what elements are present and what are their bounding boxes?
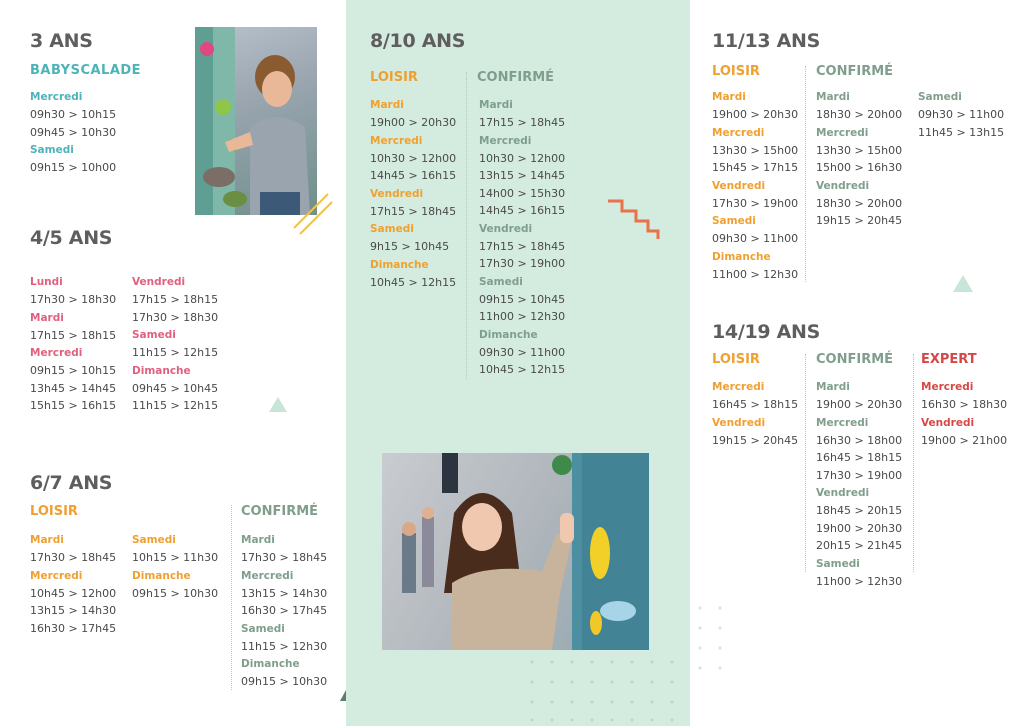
time-slot: 10h45 > 12h15 bbox=[479, 363, 566, 376]
time-slot: 17h30 > 18h45 bbox=[241, 551, 328, 564]
time-slot: 19h00 > 20h30 bbox=[816, 398, 903, 411]
photo-child-climbing bbox=[195, 27, 317, 215]
time-slot: 17h15 > 18h45 bbox=[479, 239, 566, 253]
column-divider bbox=[231, 505, 232, 690]
day-label: Mercredi bbox=[816, 126, 869, 139]
panel-right bbox=[690, 0, 1024, 726]
time-slot: 20h15 > 21h45 bbox=[816, 539, 903, 552]
day-label: Vendredi bbox=[712, 179, 766, 192]
day-label: Samedi bbox=[132, 534, 176, 546]
decor-zigzag-icon bbox=[608, 197, 662, 241]
time-slot: 17h15 > 18h15 bbox=[132, 293, 219, 306]
schedule-8-10-loisir bbox=[370, 96, 456, 291]
time-slot: 11h00 > 12h30 bbox=[816, 574, 903, 588]
title-6-7-ans: 6/7 ANS bbox=[30, 472, 113, 494]
day-label: Mardi bbox=[816, 381, 850, 393]
time-slot: 19h15 > 20h45 bbox=[816, 214, 903, 227]
day-label: Vendredi bbox=[816, 179, 870, 192]
title-3-ans: 3 ANS bbox=[30, 30, 93, 52]
time-slot: 10h45 > 12h15 bbox=[370, 275, 457, 289]
day-label: Vendredi bbox=[816, 487, 870, 499]
time-slot: 13h15 > 14h30 bbox=[30, 604, 117, 617]
schedule-3-ans bbox=[30, 88, 116, 177]
time-slot: 11h45 > 13h15 bbox=[918, 125, 1005, 139]
time-slot: 09h30 > 11h00 bbox=[918, 108, 1005, 121]
day-label: Mercredi bbox=[30, 569, 83, 582]
day-label: Mercredi bbox=[30, 91, 83, 103]
level-loisir: LOISIR bbox=[712, 64, 760, 79]
time-slot: 13h15 > 14h30 bbox=[241, 586, 328, 600]
time-slot: 14h45 > 16h15 bbox=[370, 169, 457, 182]
time-slot: 16h30 > 18h30 bbox=[921, 398, 1008, 411]
day-label: Mardi bbox=[30, 534, 64, 546]
time-slot: 16h30 > 17h45 bbox=[241, 604, 328, 617]
decor-dot-grid-right-icon bbox=[660, 600, 740, 726]
day-label: Vendredi bbox=[712, 416, 766, 429]
triangle-icon bbox=[269, 397, 287, 412]
day-label: Dimanche bbox=[132, 364, 191, 377]
column-divider bbox=[913, 354, 914, 572]
time-slot: 17h15 > 18h15 bbox=[30, 328, 117, 342]
time-slot: 17h30 > 18h45 bbox=[30, 551, 117, 564]
time-slot: 09h45 > 10h45 bbox=[132, 381, 219, 395]
day-label: Samedi bbox=[918, 91, 962, 103]
day-label: Mardi bbox=[712, 91, 746, 103]
level-babyscalade: BABYSCALADE bbox=[30, 63, 142, 78]
time-slot: 11h00 > 12h30 bbox=[712, 267, 799, 281]
time-slot: 18h30 > 20h00 bbox=[816, 196, 903, 210]
time-slot: 11h00 > 12h30 bbox=[479, 310, 566, 323]
day-label: Mercredi bbox=[241, 569, 294, 582]
time-slot: 10h30 > 12h00 bbox=[370, 151, 457, 165]
time-slot: 09h15 > 10h15 bbox=[30, 364, 117, 377]
time-slot: 10h30 > 12h00 bbox=[479, 151, 566, 165]
day-label: Dimanche bbox=[241, 658, 300, 670]
time-slot: 09h15 > 10h30 bbox=[132, 586, 219, 600]
schedule-8-10-confirme bbox=[479, 96, 565, 379]
level-confirme: CONFIRMÉ bbox=[816, 352, 894, 367]
schedule-11-13-confirme-2 bbox=[918, 88, 1004, 141]
time-slot: 17h30 > 19h00 bbox=[479, 257, 566, 270]
schedule-14-19-confirme bbox=[816, 378, 902, 590]
time-slot: 17h30 > 19h00 bbox=[816, 468, 903, 482]
time-slot: 09h30 > 10h15 bbox=[30, 108, 117, 121]
time-slot: 17h30 > 18h30 bbox=[30, 293, 117, 306]
level-expert: EXPERT bbox=[921, 352, 977, 367]
time-slot: 09h15 > 10h30 bbox=[241, 675, 328, 688]
day-label: Mardi bbox=[479, 99, 513, 111]
day-label: Mercredi bbox=[370, 134, 423, 147]
time-slot: 14h00 > 15h30 bbox=[479, 186, 566, 200]
day-label: Samedi bbox=[479, 275, 523, 288]
time-slot: 19h00 > 20h30 bbox=[712, 108, 799, 121]
day-label: Dimanche bbox=[370, 258, 429, 271]
schedule-14-19-expert bbox=[921, 378, 1007, 449]
day-label: Vendredi bbox=[921, 416, 975, 429]
time-slot: 16h30 > 18h00 bbox=[816, 433, 903, 447]
day-label: Samedi bbox=[241, 622, 285, 635]
level-loisir: LOISIR bbox=[712, 352, 760, 367]
schedule-11-13-confirme bbox=[816, 88, 902, 230]
time-slot: 14h45 > 16h15 bbox=[479, 204, 566, 217]
column-divider bbox=[805, 66, 806, 282]
day-label: Mercredi bbox=[712, 381, 765, 393]
schedule-6-7-loisir-1 bbox=[30, 531, 116, 637]
time-slot: 10h45 > 12h00 bbox=[30, 586, 117, 600]
time-slot: 11h15 > 12h30 bbox=[241, 639, 328, 653]
time-slot: 17h30 > 18h30 bbox=[132, 310, 219, 324]
schedule-11-13-loisir bbox=[712, 88, 798, 283]
time-slot: 11h15 > 12h15 bbox=[132, 399, 219, 412]
time-slot: 10h15 > 11h30 bbox=[132, 551, 219, 564]
time-slot: 19h00 > 20h30 bbox=[816, 521, 903, 535]
day-label: Vendredi bbox=[479, 222, 533, 235]
time-slot: 09h30 > 11h00 bbox=[712, 232, 799, 245]
level-confirme: CONFIRMÉ bbox=[816, 64, 894, 79]
day-label: Samedi bbox=[132, 329, 176, 341]
day-label: Dimanche bbox=[712, 250, 771, 263]
schedule-14-19-loisir bbox=[712, 378, 798, 449]
panel-left bbox=[0, 0, 346, 726]
day-label: Samedi bbox=[816, 557, 860, 570]
time-slot: 15h45 > 17h15 bbox=[712, 161, 799, 174]
time-slot: 19h00 > 21h00 bbox=[921, 433, 1008, 447]
schedule-4-5-ans-right bbox=[132, 273, 218, 415]
time-slot: 09h15 > 10h45 bbox=[479, 292, 566, 306]
time-slot: 19h00 > 20h30 bbox=[370, 116, 457, 129]
level-loisir: LOISIR bbox=[30, 504, 78, 519]
day-label: Samedi bbox=[370, 223, 414, 235]
time-slot: 13h15 > 14h45 bbox=[479, 169, 566, 182]
time-slot: 18h30 > 20h00 bbox=[816, 108, 903, 121]
title-4-5-ans: 4/5 ANS bbox=[30, 227, 113, 249]
time-slot: 13h45 > 14h45 bbox=[30, 381, 117, 395]
time-slot: 9h15 > 10h45 bbox=[370, 240, 450, 253]
day-label: Vendredi bbox=[370, 187, 424, 200]
time-slot: 16h30 > 17h45 bbox=[30, 621, 117, 635]
day-label: Dimanche bbox=[132, 569, 191, 582]
time-slot: 15h00 > 16h30 bbox=[816, 161, 903, 174]
time-slot: 16h45 > 18h15 bbox=[816, 451, 903, 464]
day-label: Vendredi bbox=[132, 276, 186, 288]
time-slot: 13h30 > 15h00 bbox=[816, 143, 903, 157]
day-label: Mercredi bbox=[30, 347, 83, 359]
title-11-13-ans: 11/13 ANS bbox=[712, 30, 821, 52]
time-slot: 16h45 > 18h15 bbox=[712, 398, 799, 411]
day-label: Mercredi bbox=[712, 126, 765, 139]
time-slot: 09h15 > 10h00 bbox=[30, 161, 117, 174]
level-confirme: CONFIRMÉ bbox=[477, 70, 555, 85]
schedule-6-7-loisir-2 bbox=[132, 531, 218, 602]
time-slot: 17h15 > 18h45 bbox=[370, 204, 457, 218]
time-slot: 09h30 > 11h00 bbox=[479, 345, 566, 359]
day-label: Mercredi bbox=[479, 134, 532, 147]
title-8-10-ans: 8/10 ANS bbox=[370, 30, 466, 52]
time-slot: 18h45 > 20h15 bbox=[816, 504, 903, 517]
level-loisir: LOISIR bbox=[370, 70, 418, 85]
day-label: Lundi bbox=[30, 276, 63, 288]
time-slot: 19h15 > 20h45 bbox=[712, 433, 799, 447]
column-divider bbox=[805, 354, 806, 572]
time-slot: 09h45 > 10h30 bbox=[30, 125, 117, 139]
schedule-6-7-confirme bbox=[241, 531, 327, 691]
column-divider bbox=[466, 72, 467, 380]
panel-middle bbox=[346, 0, 690, 726]
day-label: Samedi bbox=[712, 215, 756, 227]
time-slot: 11h15 > 12h15 bbox=[132, 346, 219, 359]
day-label: Mardi bbox=[816, 91, 850, 103]
day-label: Samedi bbox=[30, 144, 74, 156]
title-14-19-ans: 14/19 ANS bbox=[712, 321, 821, 343]
time-slot: 17h15 > 18h45 bbox=[479, 116, 566, 129]
time-slot: 15h15 > 16h15 bbox=[30, 399, 117, 412]
photo-child-climbing-illustration bbox=[195, 27, 317, 215]
time-slot: 17h30 > 19h00 bbox=[712, 196, 799, 210]
day-label: Mardi bbox=[241, 534, 275, 546]
decor-yellow-stripes-icon bbox=[290, 188, 334, 238]
time-slot: 13h30 > 15h00 bbox=[712, 143, 799, 157]
schedule-4-5-ans-left bbox=[30, 273, 116, 415]
day-label: Dimanche bbox=[479, 328, 538, 341]
day-label: Mercredi bbox=[816, 416, 869, 429]
triangle-icon bbox=[953, 275, 973, 292]
day-label: Mardi bbox=[370, 99, 404, 111]
day-label: Mercredi bbox=[921, 381, 974, 393]
day-label: Mardi bbox=[30, 311, 64, 324]
level-confirme: CONFIRMÉ bbox=[241, 504, 319, 519]
